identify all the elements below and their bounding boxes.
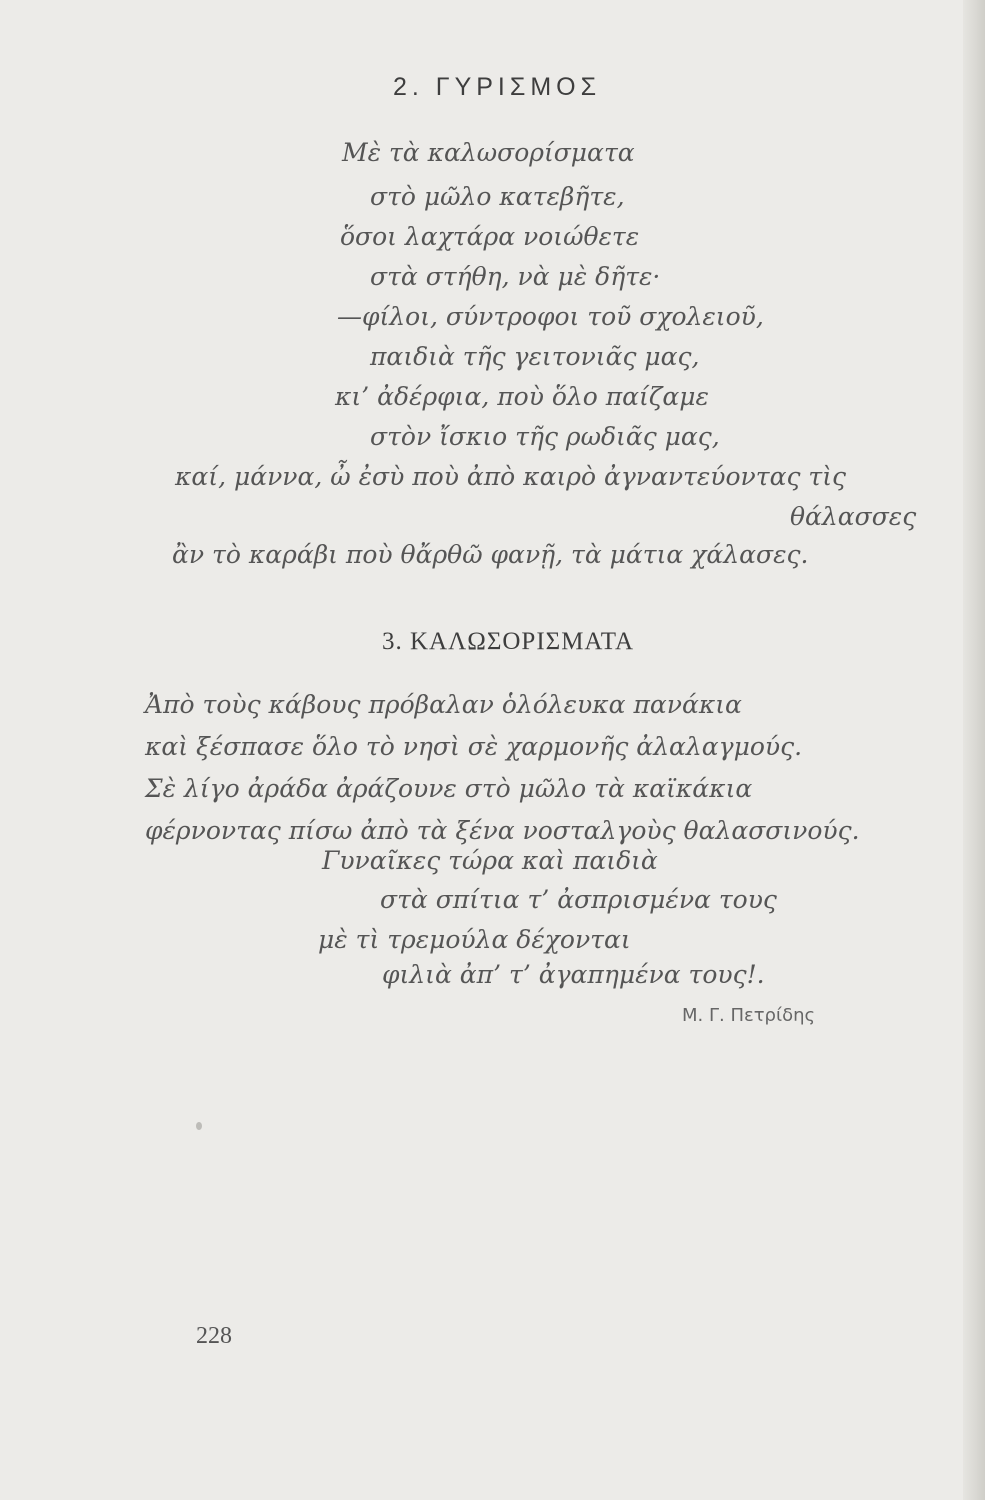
poem-line: Μὲ τὰ καλωσορίσματα <box>342 138 635 167</box>
poem-line: καί, μάννα, ὦ ἐσὺ ποὺ ἀπὸ καιρὸ ἀγναντεύοντας τὶς <box>175 462 847 491</box>
poem-line: κι’ ἀδέρφια, ποὺ ὅλο παίζαμε <box>335 382 709 411</box>
poem-line: φέρνοντας πίσω ἀπὸ τὰ ξένα νοσταλγοὺς θαλασσινούς. <box>145 816 860 845</box>
poem-line: στὰ σπίτια τ’ ἀσπρισμένα τους <box>380 885 777 914</box>
poem-line: στὸ μῶλο κατεβῆτε, <box>370 182 625 211</box>
poem-line: στὸν ἴσκιο τῆς ρωδιᾶς μας, <box>370 422 720 451</box>
page-number: 228 <box>196 1323 232 1349</box>
poem-line: μὲ τὶ τρεμούλα δέχονται <box>318 925 631 954</box>
poem-line: —φίλοι, σύντροφοι τοῦ σχολειοῦ, <box>337 302 764 331</box>
poem-line: Γυναῖκες τώρα καὶ παιδιὰ <box>322 846 658 875</box>
author-signature: Μ. Γ. Πετρίδης <box>682 1005 816 1026</box>
poem-line: Σὲ λίγο ἀράδα ἀράζουνε στὸ μῶλο τὰ καϊκάκια <box>145 774 753 803</box>
section-title-gyrismos: 2. ΓΥΡΙΣΜΟΣ <box>393 73 602 101</box>
poem-line: θάλασσες <box>790 502 917 531</box>
poem-line: φιλιὰ ἀπ’ τ’ ἀγαπημένα τους!. <box>382 960 765 989</box>
page-edge-shadow <box>963 0 985 1500</box>
poem-line: Ἀπὸ τοὺς κάβους πρόβαλαν ὁλόλευκα πανάκια <box>145 690 742 719</box>
section-title-kalosorismata: 3. ΚΑΛΩΣΟΡΙΣΜΑΤΑ <box>382 628 635 655</box>
poem-line: στὰ στήθη, νὰ μὲ δῆτε· <box>370 262 661 291</box>
poem-line: παιδιὰ τῆς γειτονιᾶς μας, <box>370 342 700 371</box>
poem-line: καὶ ξέσπασε ὅλο τὸ νησὶ σὲ χαρμονῆς ἀλαλαγμούς. <box>145 732 803 761</box>
poem-line: ὅσοι λαχτάρα νοιώθετε <box>340 222 640 251</box>
poem-line: ἂν τὸ καράβι ποὺ θἄρθῶ φανῇ, τὰ μάτια χάλασες. <box>172 540 809 569</box>
paper-speck <box>196 1122 202 1130</box>
